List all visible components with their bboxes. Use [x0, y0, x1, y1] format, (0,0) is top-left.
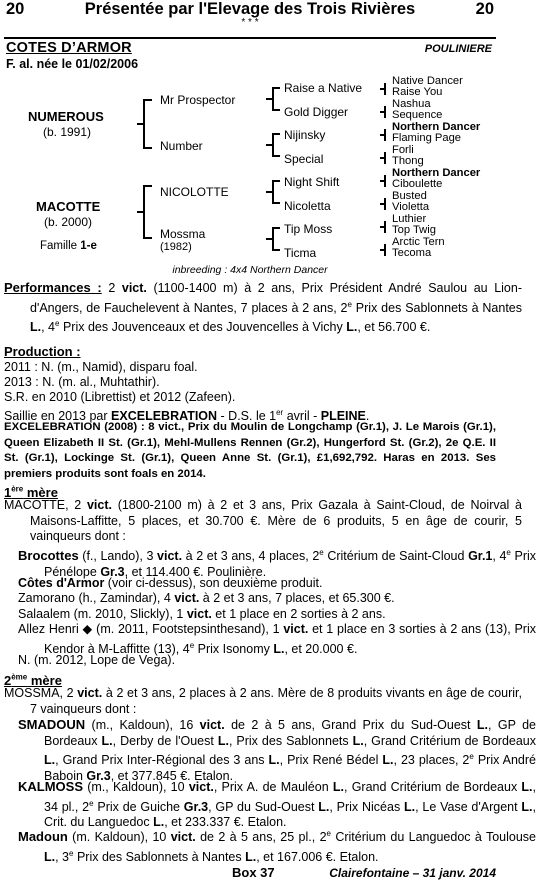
g3-gold-digger: Gold Digger	[284, 105, 349, 119]
g4-ciboulette: Ciboulette	[392, 178, 443, 190]
bracket-line	[384, 106, 386, 118]
g4-northern-dancer: Northern Dancer	[392, 121, 481, 133]
horse-name: COTES D’ARMOR	[6, 40, 132, 56]
bracket-tick	[266, 144, 272, 146]
excelebration-note: EXCELEBRATION (2008) : 8 vict., Prix du Moulin de Longchamp (Gr.1), J. Le Marois (Gr.1), Queen Elizabeth II St. (Gr.1), Mehl-Mullens Rennen (Gr.2), Hungerford St. (Gr.2), 2e Q.E. II St. (Gr.1), Lockinge St. (Gr.1), Queen Anne St. (Gr.1), £1,692,792. Haras en 2013. Ses premiers produits sont foals en 2014.	[4, 421, 496, 480]
bracket-tick	[272, 202, 280, 204]
g4-thong: Thong	[392, 155, 424, 167]
produce-allez-henri: Allez Henri ◆ (m. 2011, Footstepsinthesand), 1 vict. et 1 place en 3 sorties à 2 ans (13), Prix Kendor à M-Laffitte (13), 4e Prix Isonomy L., et 20.000 €.	[18, 622, 536, 656]
bracket-tick	[266, 98, 272, 100]
g4-tecoma: Tecoma	[392, 247, 432, 259]
bracket-tick	[380, 157, 384, 159]
performances-paragraph: Performances : 2 vict. (1100-1400 m) à 2 ans, Prix Président André Saulou au Lion-d'Angers, de Fauchelevent à Nantes, 7 places à 2 ans, 2e Prix des Sablonnets à Nantes L., 4e Prix des Jouvenceaux et des Jouvencelles à Vichy L., et 56.700 €.	[4, 280, 523, 335]
sire-year: (b. 1991)	[43, 125, 92, 139]
produce-cotes-darmor: Côtes d'Armor (voir ci-dessus), son deuxième produit.	[18, 576, 323, 590]
g4-violetta: Violetta	[392, 201, 430, 213]
production-2011: 2011 : N. (m., Namid), disparu foal.	[4, 360, 198, 374]
second-dam-paragraph: MOSSMA, 2 vict. à 2 et 3 ans, 2 places à 2 ans. Mère de 8 produits vivants en âge de courir, 7 vainqueurs dont :	[4, 686, 522, 716]
g4-nashua: Nashua	[392, 98, 431, 110]
page-number-left: 20	[6, 0, 25, 18]
produce-kalmoss: KALMOSS (m., Kaldoun), 10 vict., Prix A. de Mauléon L., Grand Critérium de Bordeaux L., 34 pl., 2e Prix de Guiche Gr.3, GP du Sud-Ouest L., Prix Nicéas L., Le Vase d'Argent L., Crit. du Languedoc L., et 233.337 €. Etalon.	[18, 779, 536, 830]
bracket-tick	[143, 185, 152, 187]
pedigree-chart	[0, 75, 500, 275]
dam-year: (b. 2000)	[44, 215, 93, 229]
sale-info: Clairefontaine – 31 janv. 2014	[329, 866, 496, 880]
page-number-right: 20	[475, 0, 494, 18]
horse-category: POULINIERE	[424, 43, 492, 55]
page-footer	[0, 865, 500, 881]
produce-madoun: Madoun (m. Kaldoun), 10 vict. de 2 à 5 ans, 25 pl., 2e Critérium du Languedoc à Toulouse L., 3e Prix des Sablonnets à Nantes L., et 167.006 €. Etalon.	[18, 829, 536, 864]
g4-raise-you: Raise You	[392, 86, 443, 98]
bracket-dam	[143, 185, 145, 239]
bracket-line	[384, 221, 386, 233]
bracket-line	[384, 152, 386, 164]
bracket-tick	[137, 123, 143, 125]
production-sr: S.R. en 2010 (Librettist) et 2012 (Zafeen).	[4, 390, 236, 404]
horse-title-box	[4, 37, 496, 75]
bracket-tick	[143, 237, 152, 239]
bracket-line	[272, 227, 274, 251]
page-title: Présentée par l'Elevage des Trois Rivières	[84, 0, 416, 18]
g4-flaming-page: Flaming Page	[392, 132, 462, 144]
produce-smadoun: SMADOUN (m., Kaldoun), 16 vict. de 2 à 5 ans, Grand Prix du Sud-Ouest L., GP de Bordeaux L., Derby de l'Ouest L., Prix des Sablonnets L., Grand Critérium de Bordeaux L., Grand Prix Inter-Régional des 3 ans L., Prix René Bédel L., 23 places, 2e Prix André Baboin Gr.3, et 377.845 €. Etalon.	[18, 717, 536, 783]
g3-special: Special	[284, 152, 324, 166]
produce-brocottes: Brocottes (f., Lando), 3 vict. à 2 et 3 ans, 4 places, 2e Critérium de Saint-Cloud Gr.1, 4e Prix Pénélope Gr.3, et 114.400 €. Poulinière.	[18, 548, 536, 579]
bracket-line	[384, 244, 386, 256]
bracket-tick	[380, 111, 384, 113]
g4-luthier: Luthier	[392, 213, 427, 225]
bracket-line	[272, 87, 274, 111]
g2-nicolotte: NICOLOTTE	[160, 185, 229, 199]
box-number: Box 37	[232, 865, 275, 880]
g3-tip-moss: Tip Moss	[284, 222, 333, 236]
bracket-tick	[143, 147, 152, 149]
g2-mossma: Mossma	[160, 227, 206, 241]
bracket-tick	[272, 180, 280, 182]
bracket-tick	[266, 238, 272, 240]
bracket-tick	[272, 87, 280, 89]
g4-sequence: Sequence	[392, 109, 443, 121]
bracket-tick	[380, 88, 384, 90]
bracket-tick	[380, 134, 384, 136]
dam-name: MACOTTE	[36, 199, 101, 214]
bracket-tick	[137, 211, 143, 213]
bracket-line	[384, 129, 386, 141]
g3-night-shift: Night Shift	[284, 175, 340, 189]
production-heading: Production :	[4, 344, 81, 359]
bracket-tick	[266, 191, 272, 193]
second-dam-heading: 2ème mère	[4, 673, 62, 689]
first-dam-heading: 1ère mère	[4, 485, 58, 501]
produce-2012: N. (m. 2012, Lope de Vega).	[18, 653, 176, 667]
bracket-tick	[380, 249, 384, 251]
g4-busted: Busted	[392, 190, 427, 202]
first-dam-paragraph: MACOTTE, 2 vict. (1800-2100 m) à 2 et 3 ans, Prix Gazala à Saint-Cloud, de Noirval à Maisons-Laffitte, 5 places, et 30.700 €. Mère de 6 produits, 5 en âge de courir, 5 vainqueurs dont :	[4, 498, 523, 544]
g2-mr-prospector: Mr Prospector	[160, 93, 236, 107]
bracket-tick	[143, 99, 152, 101]
bracket-tick	[272, 249, 280, 251]
bracket-tick	[272, 109, 280, 111]
sire-name: NUMEROUS	[28, 109, 104, 124]
inbreeding-note: inbreeding : 4x4 Northern Dancer	[172, 264, 328, 276]
bracket-tick	[272, 227, 280, 229]
g4-arctic-tern: Arctic Tern	[392, 236, 445, 248]
bracket-line	[272, 133, 274, 157]
header-stars: * * *	[241, 17, 259, 28]
g2-number: Number	[160, 139, 203, 153]
produce-zamorano: Zamorano (h., Zamindar), 4 vict. à 2 et 3 ans, 7 places, et 65.300 €.	[18, 591, 395, 605]
bracket-sire	[143, 99, 145, 149]
bracket-tick	[380, 226, 384, 228]
production-saillie: Saillie en 2013 par EXCELEBRATION - D.S. le 1er avril - PLEINE.	[4, 408, 370, 424]
g2-mossma-year: (1982)	[160, 241, 192, 253]
g4-forli: Forli	[392, 144, 414, 156]
bracket-tick	[380, 203, 384, 205]
g3-raise-a-native: Raise a Native	[284, 81, 363, 95]
g4-native-dancer: Native Dancer	[392, 75, 463, 87]
g4-top-twig: Top Twig	[392, 224, 436, 236]
bracket-line	[384, 175, 386, 187]
production-2013: 2013 : N. (m. al., Muhtathir).	[4, 375, 160, 389]
bracket-line	[272, 180, 274, 204]
dam-family: Famille 1-e	[40, 240, 97, 252]
bracket-line	[384, 83, 386, 95]
g4-northern-dancer-2: Northern Dancer	[392, 167, 481, 179]
g3-ticma: Ticma	[284, 246, 317, 260]
horse-details: F. al. née le 01/02/2006	[6, 57, 139, 71]
g3-nicoletta: Nicoletta	[284, 199, 331, 213]
bracket-tick	[272, 155, 280, 157]
bracket-line	[384, 198, 386, 210]
bracket-tick	[272, 133, 280, 135]
bracket-tick	[380, 180, 384, 182]
produce-salaalem: Salaalem (m. 2010, Slickly), 1 vict. et 1 place en 2 sorties à 2 ans.	[18, 607, 386, 621]
g3-nijinsky: Nijinsky	[284, 128, 326, 142]
